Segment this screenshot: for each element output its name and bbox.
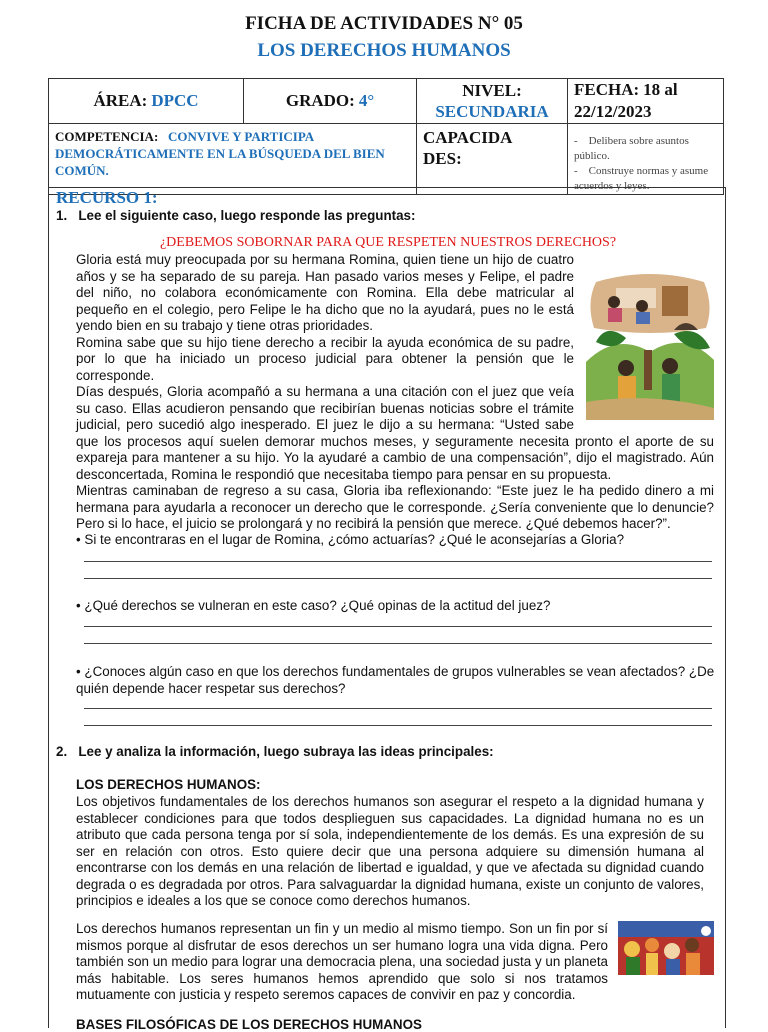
competencia-cell [49,124,417,195]
page-subtitle: LOS DERECHOS HUMANOS [257,40,511,61]
grado-cell [244,79,417,124]
competencia-label: COMPETENCIA: [55,129,159,144]
nivel-cell [417,79,568,124]
grado-label: GRADO: [285,91,355,110]
item1-number: 1. [56,208,68,223]
recurso-heading: RECURSO 1: [56,188,158,207]
story-paragraph: Romina sabe que su hijo tiene derecho a recibir la ayuda económica de su padre, por lo que ha iniciado un proceso judicial para obtener la pensión que le corresponde. [76,334,574,383]
rights-illustration [618,921,714,975]
answer-line[interactable] [84,708,712,709]
fecha-value: 18 al 22/12/2023 [574,80,678,121]
capacidades-list-cell [568,124,724,195]
story-paragraph: Mientras caminaban de regreso a su casa, Gloria iba reflexionando: “Este juez le ha pedido dinero a mi hermana para ayudarla a reconocer un derecho que le corresponde. ¿Sería conveniente que lo denuncie? Pero si lo hace, el juicio se prolongará y no recibirá la pensión que merece. ¿Qué debemos hacer?”. [76,483,714,531]
area-label: ÁREA: [93,91,148,110]
story-title: ¿DEBEMOS SOBORNAR PARA QUE RESPETEN NUESTROS DERECHOS? [159,235,617,250]
story-paragraph: Gloria está muy preocupada por su hermana Romina, quien tiene un hijo de cuatro años y se ha separado de su pareja. Han pasado varios meses y Felipe, el padre del niño, no colabora económicamente con Romina. Ella debe matricular al pequeño en el colegio, pero Felipe le ha dicho que no la ayudará, pues no le está yendo bien en su trabajo y tiene otras prioridades. [76,252,574,333]
question-1: • Si te encontraras en el lugar de Romina, ¿cómo actuarías? ¿Qué le aconsejarías a Gloria? [76,532,625,547]
item2-number: 2. [56,744,68,759]
capacidad-item: - Delibera sobre asuntos público. [574,135,689,162]
fecha-label: FECHA: [574,80,640,99]
capacidad-item: - Construye normas y asume acuerdos y leyes. [574,165,709,192]
story-illustration [586,272,714,420]
answer-line[interactable] [84,561,712,562]
page-title: FICHA DE ACTIVIDADES N° 05 [245,13,523,34]
question-2: • ¿Qué derechos se vulneran en este caso? ¿Qué opinas de la actitud del juez? [76,598,551,613]
answer-line[interactable] [84,725,712,726]
story-paragraph: Días después, Gloria acompañó a su hermana a una citación con el juez que veía su caso. Ellas acudieron pensando que recibirían buenas noticias sobre el trámite judicial, pero sucedió algo inesperado. El juez le dijo a su hermana: “Usted sabe que los procesos aquí suelen demorar muchos meses, y seguramente necesita pronto el aporte de su expareja para mantener a su hijo. Yo la ayudaré a cambio de una compensación”, dijo el magistrado. Aún desconcertada, Romina le respondió que necesitaba tiempo para pensar en su propuesta. [76,384,714,482]
nivel-value: SECUNDARIA [435,102,549,121]
nivel-label: NIVEL: [462,81,522,100]
answer-line[interactable] [84,578,712,579]
next-section-title: BASES FILOSÓFICAS DE LOS DERECHOS HUMANOS [76,1017,422,1032]
area-cell [49,79,244,124]
capacidades-label-cell [417,124,568,195]
grado-value: 4° [358,91,375,110]
area-value: DPCC [151,91,199,110]
fecha-cell [568,79,724,124]
info-table [48,78,724,195]
answer-line[interactable] [84,643,712,644]
section-paragraph: Los objetivos fundamentales de los derechos humanos son asegurar el respeto a la dignidad humana y establecer condiciones para que todos desplieguen sus capacidades. La dignidad humana no es un atributo que cada persona tenga por sí sola, independientemente de los demás. Es una expresión de su ser en relación con otros. Esto quiere decir que una persona adquiere su dimensión humana al encontrarse con los demás en una relación de libertad e igualdad, y que ve afectada su dignidad cuando degrada o es degradada por otros. Para salvaguardar la dignidad humana, existe un conjunto de valores, principios e ideales a los que se conoce como derechos humanos. [76,794,704,908]
story-text [76,252,714,533]
section-paragraph-2-block [76,921,714,1004]
section-title: LOS DERECHOS HUMANOS: [76,777,261,792]
answer-line[interactable] [84,626,712,627]
competencia-value: CONVIVE Y PARTICIPA DEMOCRÁTICAMENTE EN LA BÚSQUEDA DEL BIEN COMÚN. [55,129,385,178]
question-3: • ¿Conoces algún caso en que los derechos fundamentales de grupos vulnerables se vean afectados? ¿De quién depende hacer respetar sus derechos? [76,664,715,696]
section-paragraph: Los derechos humanos representan un fin y un medio al mismo tiempo. Son un fin por sí mismos porque al disfrutar de esos derechos un ser humano logra una vida digna. Pero también son un medio para lograr una democracia plena, una sociedad justa y un planeta más habitable. Los seres humanos hemos aprendido que solo si nos tratamos mutuamente con justicia y respeto seremos capaces de convivir en paz y concordia. [76,921,608,1002]
capacidades-label: CAPACIDADES: [423,128,513,168]
item1-instruction: 1. Lee el siguiente caso, luego responde las preguntas: [56,208,416,223]
item2-instruction: 2. Lee y analiza la información, luego subraya las ideas principales: [56,744,494,759]
